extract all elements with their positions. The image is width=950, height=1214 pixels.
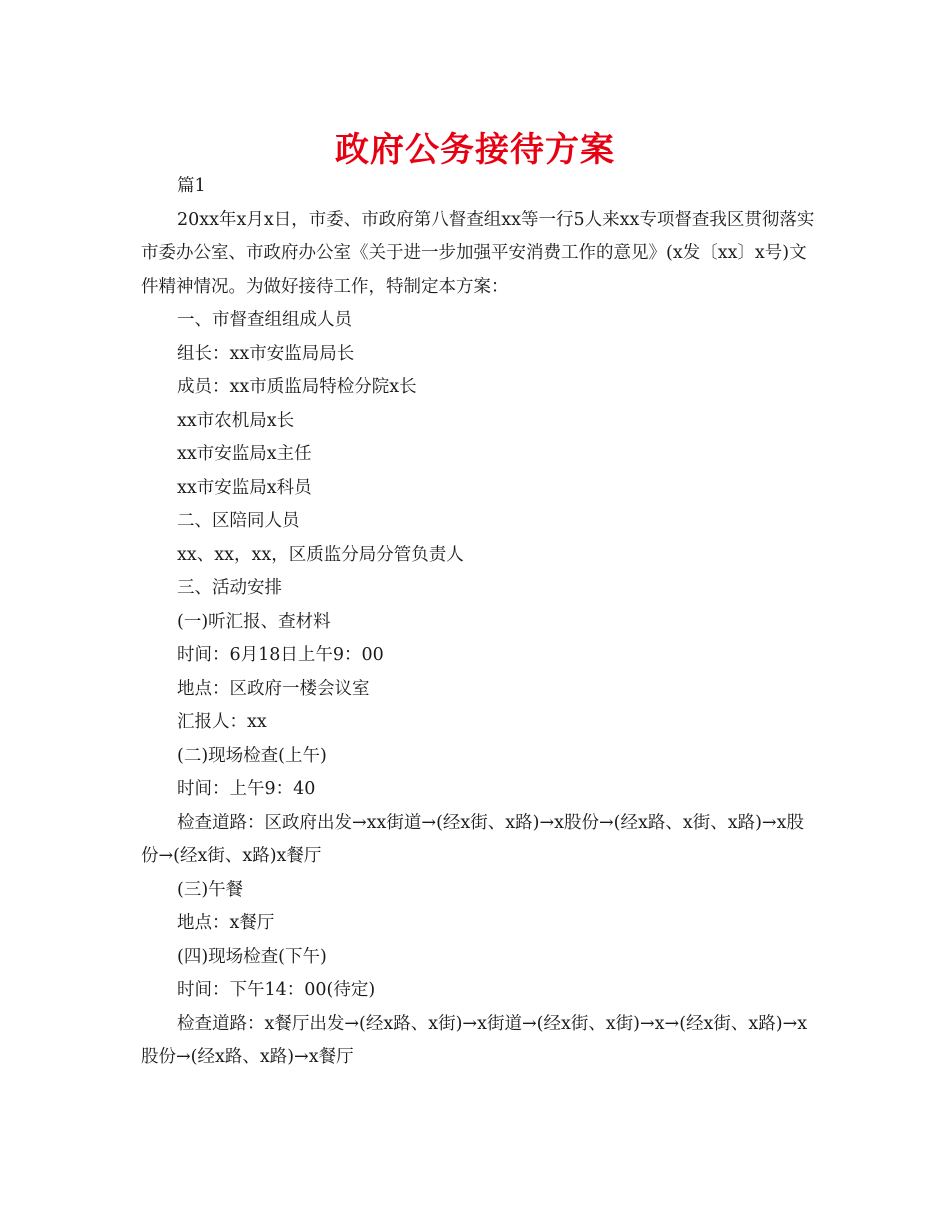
paragraph-section-label: 篇1 xyxy=(177,176,206,196)
paragraph-time: 时间：6月18日上午9：00 xyxy=(177,645,384,665)
heading-inspection-group: 一、市督查组组成人员 xyxy=(177,310,352,330)
paragraph-time: 时间：上午9：40 xyxy=(177,779,316,799)
paragraph-time: 时间：下午14：00(待定) xyxy=(177,980,376,1000)
heading-activity-schedule: 三、活动安排 xyxy=(177,578,282,598)
paragraph-location: 地点：x餐厅 xyxy=(177,913,275,933)
subheading-afternoon-inspection: (四)现场检查(下午) xyxy=(177,946,327,967)
paragraph-location: 地点：区政府一楼会议室 xyxy=(177,678,370,699)
paragraph-route: 检查道路：x餐厅出发→(经x路、x街)→x街道→(经x街、x街)→x→(经x街、x路)→x股份→(经x路、x路)→x餐厅 xyxy=(141,1013,808,1067)
subheading-report-review: (一)听汇报、查材料 xyxy=(177,611,331,632)
paragraph-route: 检查道路：区政府出发→xx街道→(经x街、x路)→x股份→(经x路、x街、x路)→x股份→(经x街、x路)x餐厅 xyxy=(141,812,804,866)
paragraph-member: xx市安监局x主任 xyxy=(177,444,312,464)
document-body xyxy=(141,170,821,1075)
subheading-lunch: (三)午餐 xyxy=(177,879,244,900)
paragraph-member: xx市农机局x长 xyxy=(177,410,295,431)
paragraph-member: xx市安监局x科员 xyxy=(177,477,312,498)
subheading-morning-inspection: (二)现场检查(上午) xyxy=(177,745,327,766)
paragraph-member: 成员：xx市质监局特检分院x长 xyxy=(177,377,417,397)
paragraph-intro: 20xx年x月x日，市委、市政府第八督查组xx等一行5人来xx专项督查我区贯彻落实市委办公室、市政府办公室《关于进一步加强平安消费工作的意见》(x发〔xx〕x号)文件精神情况。为做好接待工作，特制定本方案： xyxy=(141,209,815,297)
heading-accompanying-staff: 二、区陪同人员 xyxy=(177,511,300,531)
paragraph-accompanying-staff: xx、xx，xx，区质监分局分管负责人 xyxy=(177,544,464,565)
paragraph-reporter: 汇报人：xx xyxy=(177,712,267,732)
paragraph-group-leader: 组长：xx市安监局局长 xyxy=(177,343,355,364)
document-title: 政府公务接待方案 xyxy=(335,130,615,170)
